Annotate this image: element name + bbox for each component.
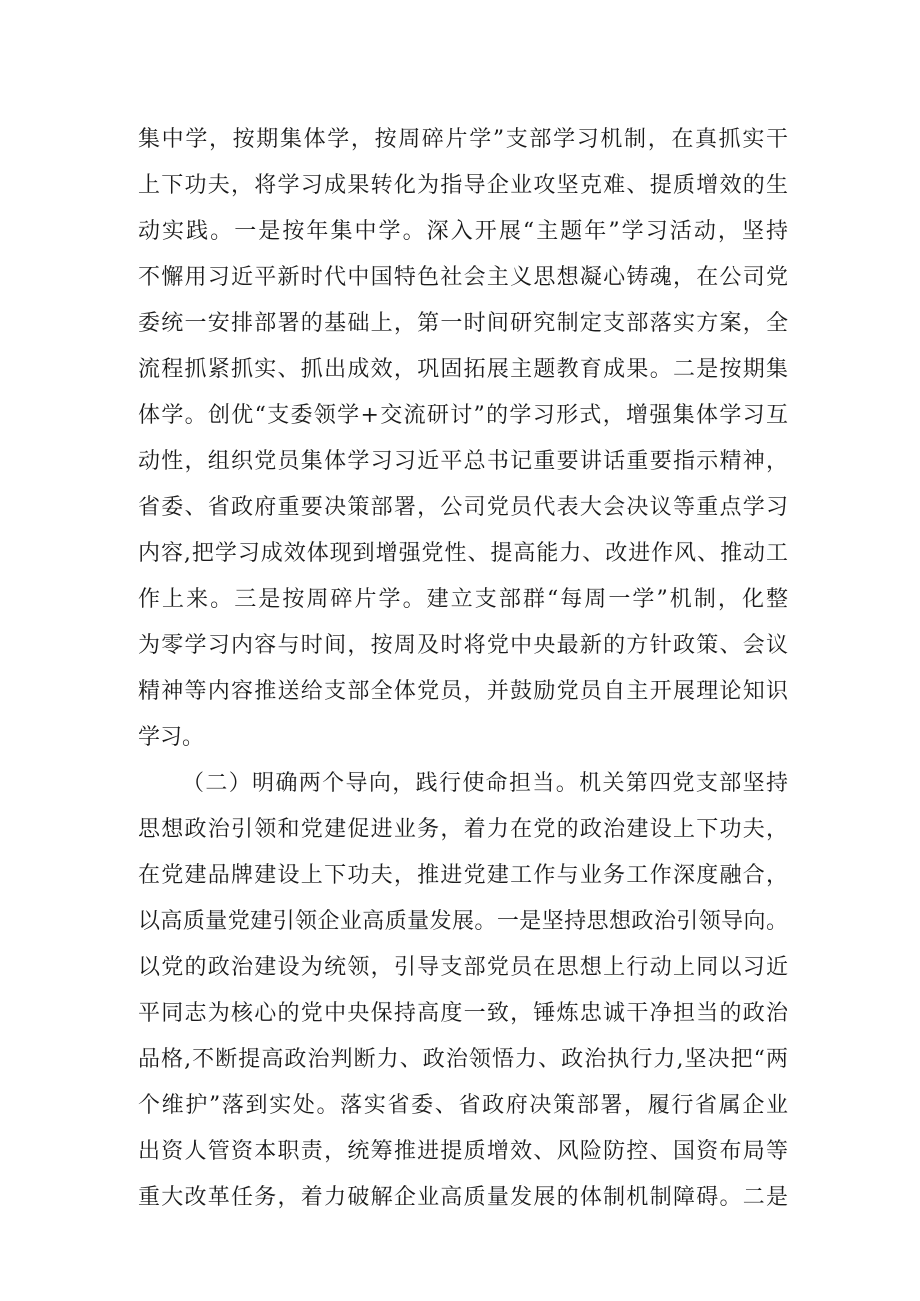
body-text-line: 体学。创优“支委领学+交流研讨”的学习形式，增强集体学习互 (138, 403, 788, 428)
body-text-line: 内容,把学习成效体现到增强党性、提高能力、改进作风、推动工 (138, 541, 788, 566)
body-text-line: 出资人管资本职责，统筹推进提质增效、风险防控、国资布局等 (138, 1139, 788, 1164)
body-text-line: 省委、省政府重要决策部署，公司党员代表大会决议等重点学习 (138, 495, 788, 520)
body-text-line: 品格,不断提高政治判断力、政治领悟力、政治执行力,坚决把“两 (138, 1047, 788, 1072)
body-text-line: 精神等内容推送给支部全体党员，并鼓励党员自主开展理论知识 (138, 679, 788, 704)
body-text-line: 在党建品牌建设上下功夫，推进党建工作与业务工作深度融合， (138, 863, 788, 888)
body-text-line: 不懈用习近平新时代中国特色社会主义思想凝心铸魂，在公司党 (138, 265, 788, 290)
body-text-line: 委统一安排部署的基础上，第一时间研究制定支部落实方案，全 (138, 311, 788, 336)
body-text-line: 以高质量党建引领企业高质量发展。一是坚持思想政治引领导向。 (138, 909, 788, 934)
section-heading-line: （二）明确两个导向，践行使命担当。机关第四党支部坚持 (182, 771, 788, 796)
body-text-line: 以党的政治建设为统领，引导支部党员在思想上行动上同以习近 (138, 955, 788, 980)
body-text-line: 学习。 (138, 725, 205, 750)
body-text-line: 动实践。一是按年集中学。深入开展“主题年”学习活动，坚持 (138, 219, 788, 244)
body-text-line: 动性，组织党员集体学习习近平总书记重要讲话重要指示精神， (138, 449, 788, 474)
body-text-line: 为零学习内容与时间，按周及时将党中央最新的方针政策、会议 (138, 633, 788, 658)
body-text-line: 上下功夫，将学习成果转化为指导企业攻坚克难、提质增效的生 (138, 173, 788, 198)
body-text-line: 流程抓紧抓实、抓出成效，巩固拓展主题教育成果。二是按期集 (138, 357, 788, 382)
body-text-line: 作上来。三是按周碎片学。建立支部群“每周一学”机制，化整 (138, 587, 788, 612)
body-text-line: 重大改革任务，着力破解企业高质量发展的体制机制障碍。二是 (138, 1185, 788, 1210)
body-text-line: 个维护”落到实处。落实省委、省政府决策部署，履行省属企业 (138, 1093, 788, 1118)
body-text-line: 思想政治引领和党建促进业务，着力在党的政治建设上下功夫， (138, 817, 788, 842)
body-text-line: 平同志为核心的党中央保持高度一致，锤炼忠诚干净担当的政治 (138, 1001, 788, 1026)
body-text-line: 集中学，按期集体学，按周碎片学”支部学习机制，在真抓实干 (138, 127, 788, 152)
